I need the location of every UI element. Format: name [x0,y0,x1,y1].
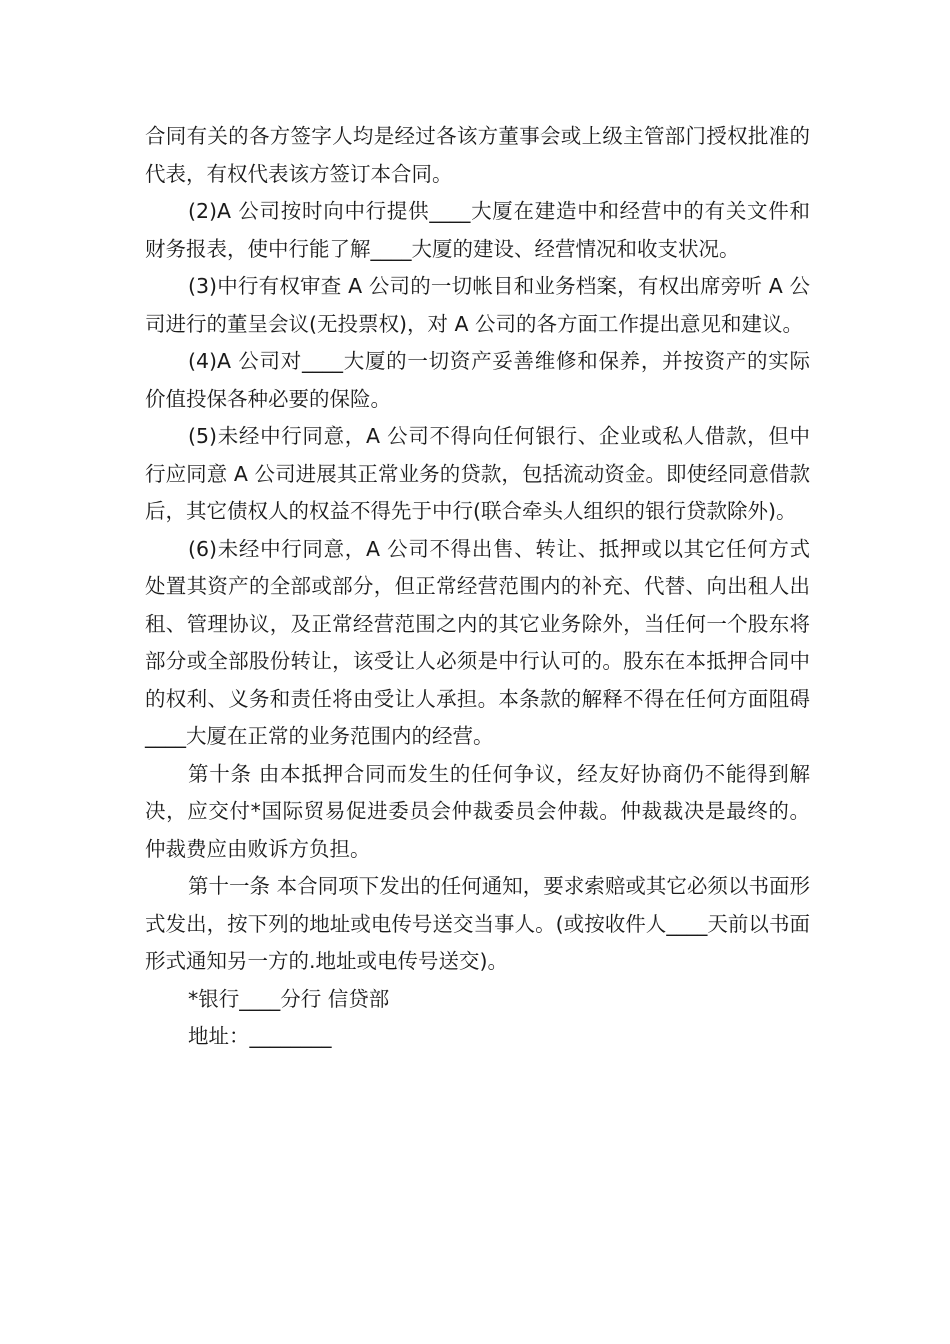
address-line: 地址：________ [188,1024,332,1048]
bank-branch-line: *银行____分行 信贷部 [188,986,390,1011]
article-11: 第十一条 本合同项下发出的任何通知，要求索赔或其它必须以书面形式发出，按下列的地址或电传号送交当事人。(或按收件人____天前以书面形式通知另一方的.地址或电传号送交)。 [145,874,810,973]
clause-2: (2)A 公司按时向中行提供____大厦在建造中和经营中的有关文件和财务报表，使中行能了解____大厦的建设、经营情况和收支状况。 [145,199,810,261]
clause-6: (6)未经中行同意，A 公司不得出售、转让、抵押或以其它任何方式处置其资产的全部或部分，但正常经营范围内的补充、代替、向出租人出租、管理协议，及正常经营范围之内的其它业务除外，当任何一个股东将部分或全部股份转让，该受让人必须是中行认可的。股东在本抵押合同中的权利、义务和责任将由受让人承担。本条款的解释不得在任何方面阻碍____大厦在正常的业务范围内的经营。 [145,536,810,748]
document-body [145,118,810,1056]
clause-4: (4)A 公司对____大厦的一切资产妥善维修和保养，并按资产的实际价值投保各种必要的保险。 [145,349,810,411]
article-10: 第十条 由本抵押合同而发生的任何争议，经友好协商仍不能得到解决，应交付*国际贸易促进委员会仲裁委员会仲裁。仲裁裁决是最终的。仲裁费应由败诉方负担。 [145,761,810,861]
clause-5: (5)未经中行同意，A 公司不得向任何银行、企业或私人借款，但中行应同意 A 公司进展其正常业务的贷款，包括流动资金。即使经同意借款后，其它债权人的权益不得先于中行(联合牵头人组织的银行贷款除外)。 [145,424,810,523]
clause-3: (3)中行有权审查 A 公司的一切帐目和业务档案，有权出席旁听 A 公司进行的董呈会议(无投票权)，对 A 公司的各方面工作提出意见和建议。 [145,274,810,336]
paragraph-continuation: 合同有关的各方签字人均是经过各该方董事会或上级主管部门授权批准的代表，有权代表该方签订本合同。 [145,124,810,186]
